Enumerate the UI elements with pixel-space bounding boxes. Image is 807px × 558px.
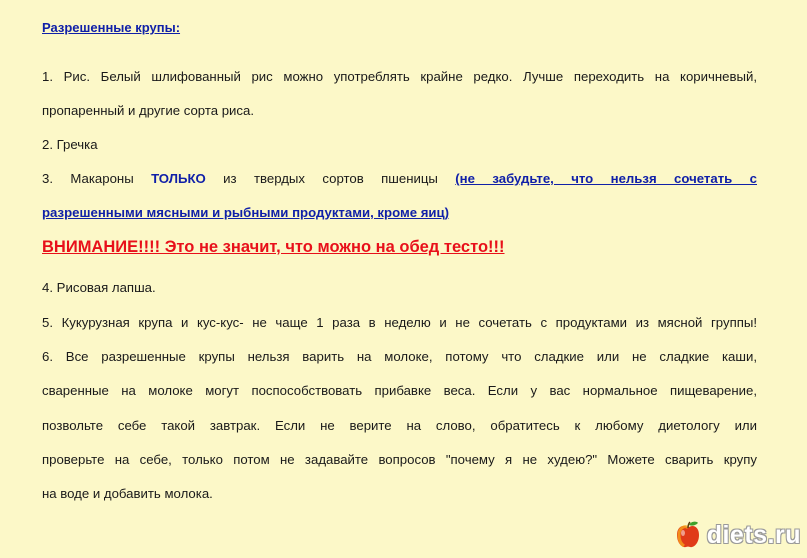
item-3-middle: из твердых сортов пшеницы	[205, 171, 456, 186]
item-3-line-1	[42, 170, 757, 188]
apple-icon	[673, 520, 703, 550]
item-5: 5. Кукурузная крупа и кус-кус- не чаще 1 раза в неделю и не сочетать с продуктами из мясной группы!	[42, 315, 757, 330]
watermark-text: diets.ru	[706, 520, 801, 549]
item-6-line-3: позвольте себе такой завтрак. Если не верите на слово, обратитесь к любому диетологу или	[42, 418, 757, 433]
item-4: 4. Рисовая лапша.	[42, 280, 156, 295]
item-3-link-part-1[interactable]: (не забудьте, что нельзя сочетать с	[455, 171, 757, 186]
item-1-line-2: пропаренный и другие сорта риса.	[42, 103, 255, 118]
item-2: 2. Гречка	[42, 137, 98, 152]
section-heading: Разрешенные крупы:	[42, 20, 181, 35]
warning-text: ВНИМАНИЕ!!!! Это не значит, что можно на обед тесто!!!	[42, 238, 505, 256]
item-6-line-1: 6. Все разрешенные крупы нельзя варить на молоке, потому что сладкие или не сладкие каши,	[42, 349, 757, 364]
item-3-link-part-2[interactable]: разрешенными мясными и рыбными продуктами, кроме яиц)	[42, 205, 450, 220]
item-1-line-1: 1. Рис. Белый шлифованный рис можно употреблять крайне редко. Лучше переходить на коричневый,	[42, 69, 757, 84]
item-6-line-2: сваренные на молоке могут поспособствовать прибавке веса. Если у вас нормальное пищеварение,	[42, 383, 757, 398]
item-6-line-4: проверьте на себе, только потом не задавайте вопросов "почему я не худею?" Можете сварить крупу	[42, 452, 757, 467]
item-6-line-5: на воде и добавить молока.	[42, 486, 213, 501]
site-watermark	[673, 520, 801, 550]
item-3-prefix: 3. Макароны	[42, 171, 152, 186]
item-3-line-2	[42, 204, 757, 222]
item-3-emphasis: ТОЛЬКО	[151, 171, 206, 186]
